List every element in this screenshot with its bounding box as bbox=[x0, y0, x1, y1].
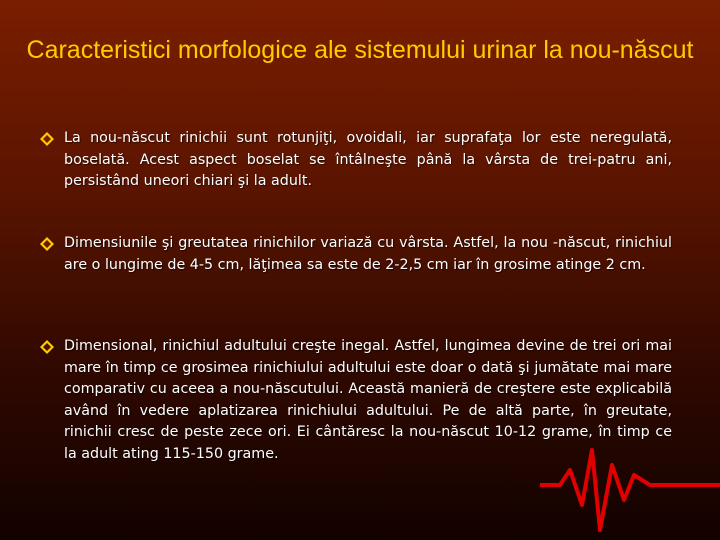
bullet-text: Dimensiunile şi greutatea rinichilor variază cu vârsta. Astfel, la nou -născut, rinichiul are o lungime de 4-5 cm, lăţimea sa este de 2-2,5 cm iar în grosime atinge 2 cm. bbox=[64, 235, 672, 273]
diamond-bullet-icon bbox=[40, 132, 54, 146]
bullet-text: Dimensional, rinichiul adultului creşte inegal. Astfel, lungimea devine de trei ori mai mare în timp ce grosimea rinichiului adultului este doar o dată şi jumătate mai mare comparativ cu aceea a nou-născutului. Această manieră de creştere este explicabilă având în vedere aplatizarea rinichiului adultului. Pe de altă parte, în greutate, rinichii cresc de peste zece ori. Ei cântăresc la nou-născut 10-12 grame, în timp ce la adult ating 115-150 grame. bbox=[64, 338, 672, 462]
diamond-bullet-icon bbox=[40, 340, 54, 354]
slide-title: Caracteristici morfologice ale sistemului urinar la nou-născut bbox=[26, 36, 694, 64]
bullet-text: La nou-născut rinichii sunt rotunjiţi, ovoidali, iar suprafaţa lor este neregulată, boselată. Acest aspect boselat se întâlneşte până la vârsta de trei-patru ani, persistând uneori chiari şi la adult. bbox=[64, 130, 672, 189]
diamond-bullet-icon bbox=[40, 237, 54, 251]
heartbeat-line-icon bbox=[540, 430, 720, 540]
